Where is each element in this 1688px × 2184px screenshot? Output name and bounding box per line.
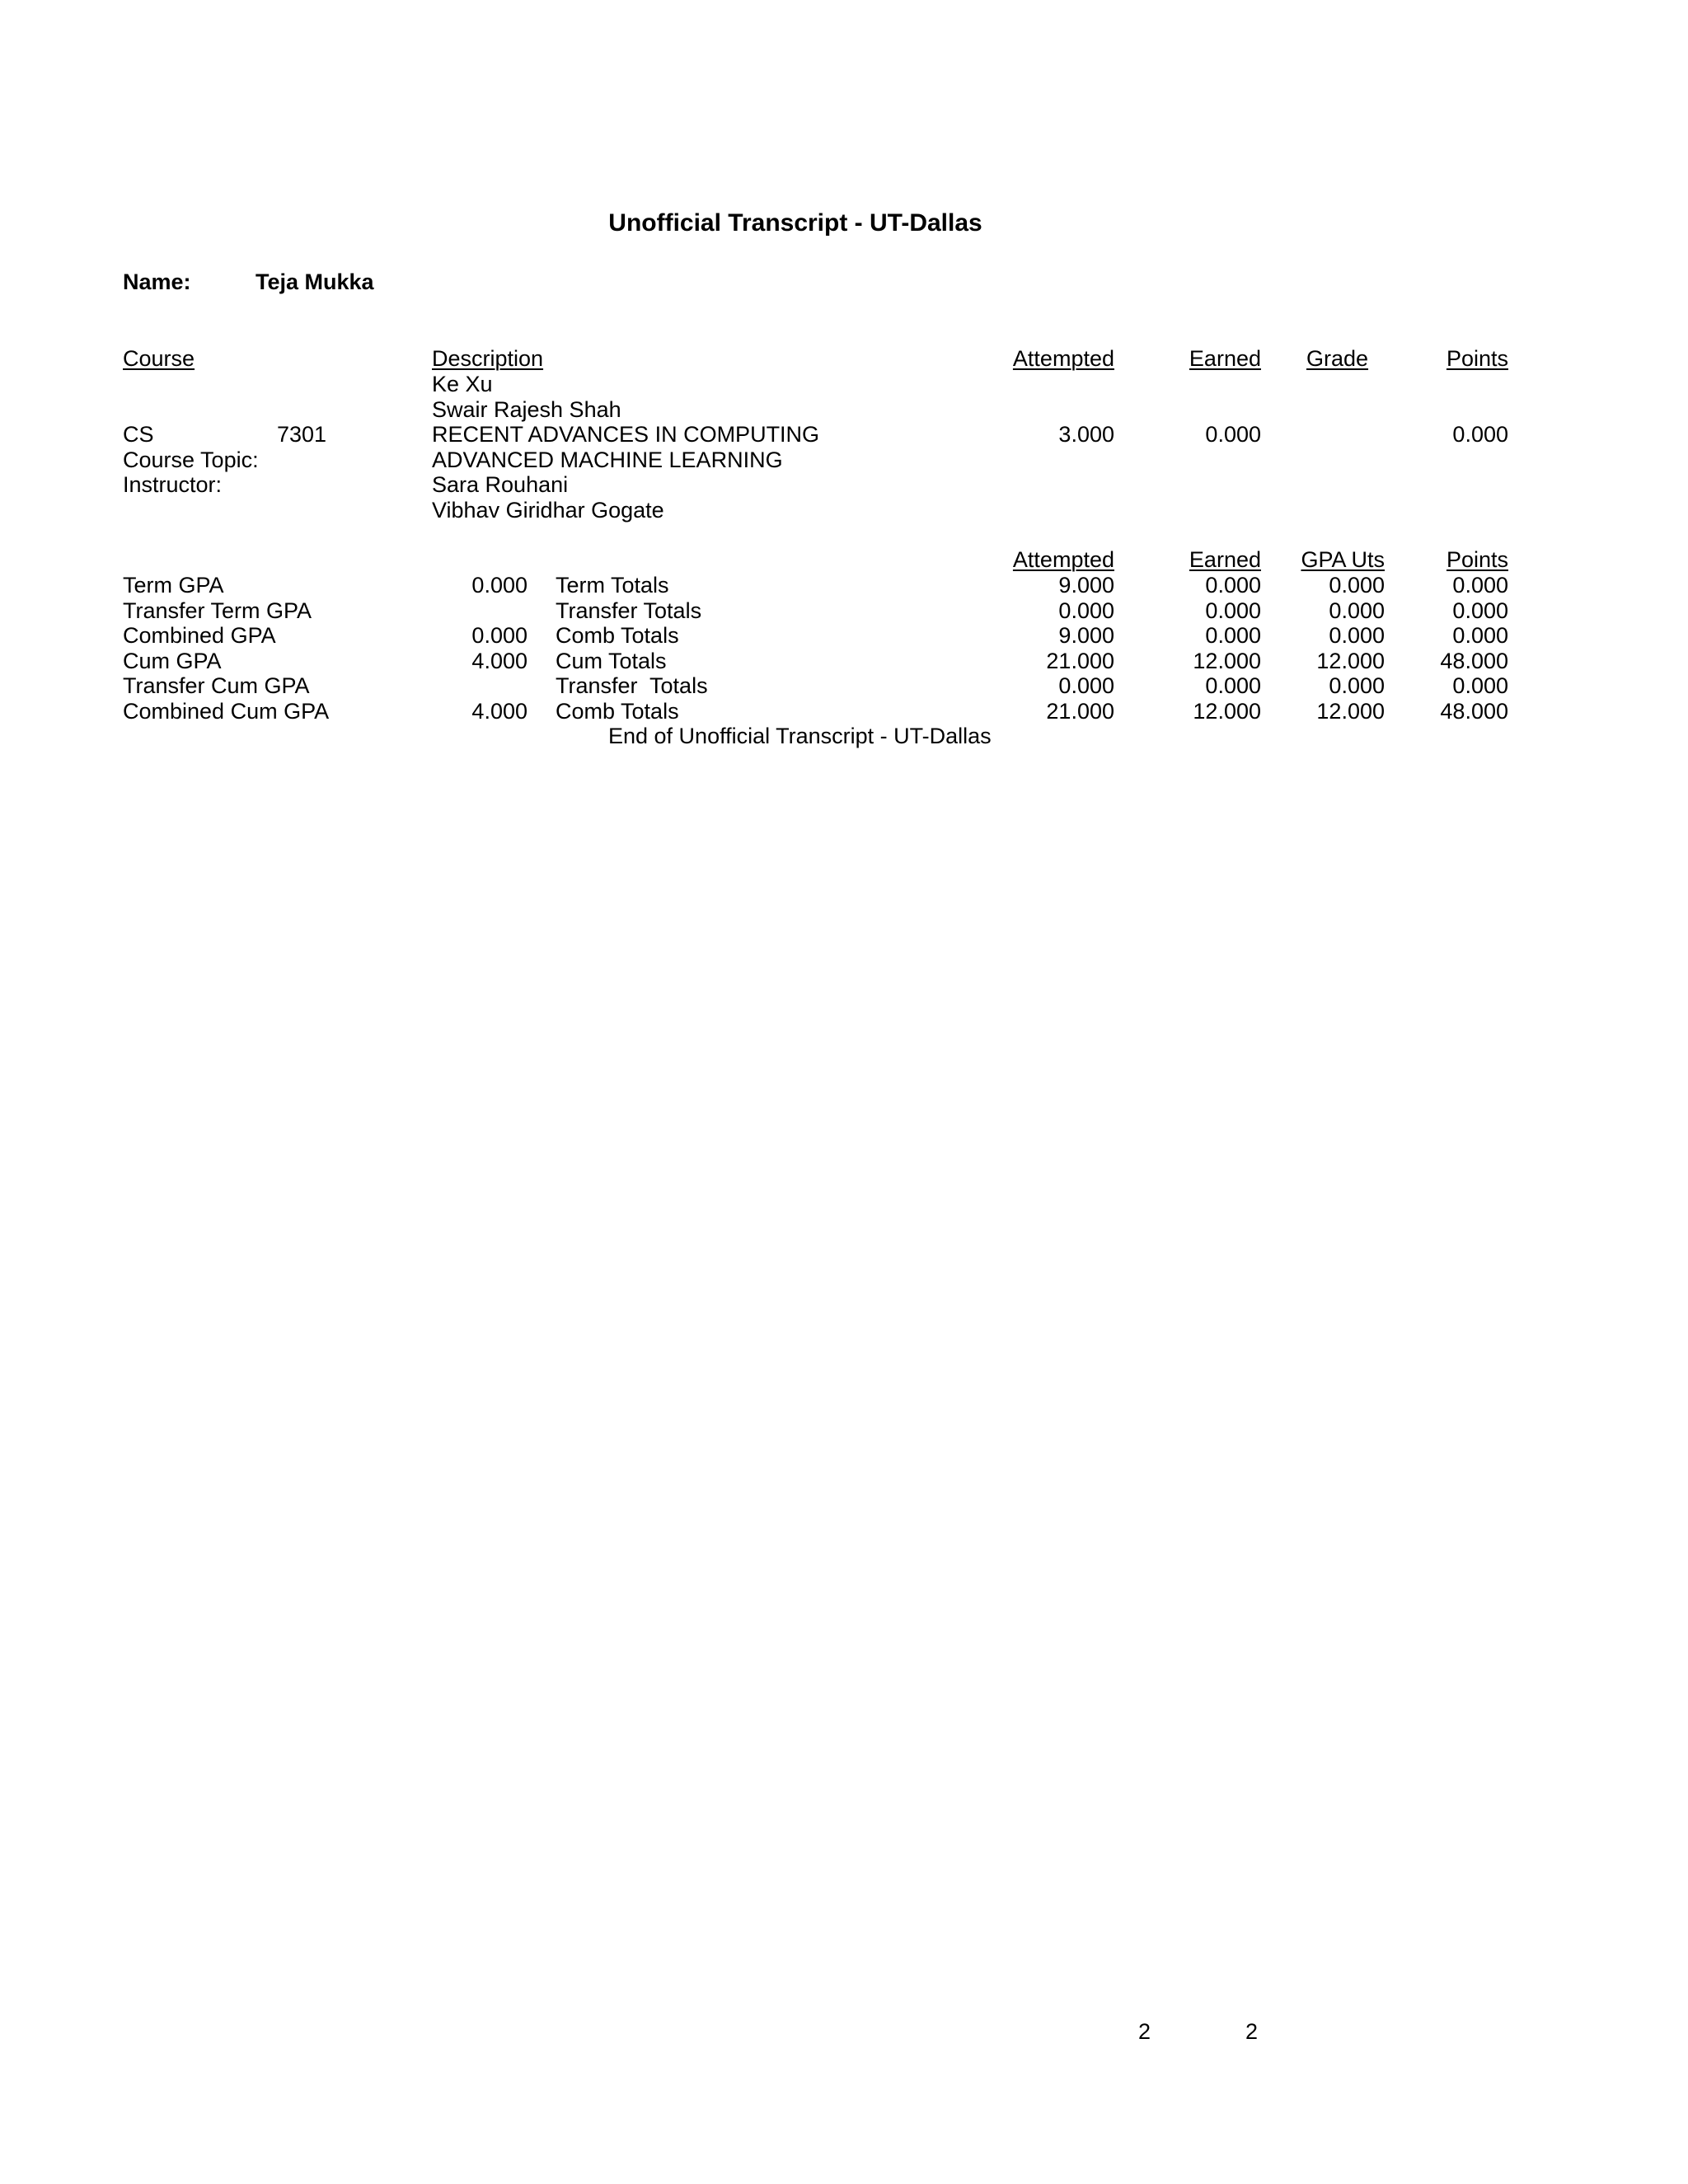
totals-label: Cum Totals bbox=[556, 649, 667, 673]
page-title: Unofficial Transcript - UT-Dallas bbox=[608, 209, 982, 237]
totals-attempted: 21.000 bbox=[1046, 649, 1114, 673]
gpa-label: Combined GPA bbox=[123, 623, 276, 648]
pre-line: Ke Xu bbox=[432, 372, 493, 396]
totals-gpa-uts: 0.000 bbox=[1329, 598, 1385, 623]
totals-points: 48.000 bbox=[1440, 699, 1508, 724]
instructor-name: Vibhav Giridhar Gogate bbox=[432, 498, 664, 523]
totals-header-points: Points bbox=[1446, 547, 1508, 572]
totals-label: Transfer Totals bbox=[556, 598, 702, 623]
instructor-label: Instructor: bbox=[123, 472, 223, 497]
totals-points: 0.000 bbox=[1452, 623, 1508, 648]
totals-label: Term Totals bbox=[556, 573, 669, 598]
gpa-label: Transfer Term GPA bbox=[123, 598, 312, 623]
course-subject: CS bbox=[123, 422, 154, 447]
instructor-name: Sara Rouhani bbox=[432, 472, 569, 497]
totals-header-gpa-uts: GPA Uts bbox=[1301, 547, 1385, 572]
totals-earned: 0.000 bbox=[1205, 623, 1261, 648]
page-number: 2 bbox=[1138, 2019, 1151, 2044]
header-points: Points bbox=[1446, 346, 1508, 371]
header-earned: Earned bbox=[1189, 346, 1261, 371]
page-total: 2 bbox=[1245, 2019, 1259, 2044]
gpa-label: Transfer Cum GPA bbox=[123, 673, 310, 698]
totals-label: Comb Totals bbox=[556, 699, 679, 724]
totals-gpa-uts: 0.000 bbox=[1329, 573, 1385, 598]
totals-earned: 12.000 bbox=[1193, 649, 1261, 673]
gpa-label: Cum GPA bbox=[123, 649, 222, 673]
gpa-value: 0.000 bbox=[471, 623, 528, 648]
gpa-value: 4.000 bbox=[471, 649, 528, 673]
course-attempted: 3.000 bbox=[1058, 422, 1114, 447]
gpa-label: Combined Cum GPA bbox=[123, 699, 330, 724]
pre-line: Swair Rajesh Shah bbox=[432, 397, 621, 422]
totals-gpa-uts: 12.000 bbox=[1316, 649, 1385, 673]
gpa-value: 0.000 bbox=[471, 573, 528, 598]
totals-gpa-uts: 12.000 bbox=[1316, 699, 1385, 724]
totals-header-earned: Earned bbox=[1189, 547, 1261, 572]
student-name: Teja Mukka bbox=[256, 269, 374, 294]
gpa-label: Term GPA bbox=[123, 573, 224, 598]
totals-attempted: 21.000 bbox=[1046, 699, 1114, 724]
header-attempted: Attempted bbox=[1012, 346, 1114, 371]
course-earned: 0.000 bbox=[1205, 422, 1261, 447]
topic-label: Course Topic: bbox=[123, 448, 259, 472]
header-description: Description bbox=[432, 346, 544, 371]
totals-attempted: 9.000 bbox=[1058, 623, 1114, 648]
totals-earned: 0.000 bbox=[1205, 573, 1261, 598]
totals-label: Comb Totals bbox=[556, 623, 679, 648]
course-points: 0.000 bbox=[1452, 422, 1508, 447]
totals-earned: 12.000 bbox=[1193, 699, 1261, 724]
course-description: RECENT ADVANCES IN COMPUTING bbox=[432, 422, 820, 447]
course-number: 7301 bbox=[277, 422, 327, 447]
totals-gpa-uts: 0.000 bbox=[1329, 623, 1385, 648]
totals-earned: 0.000 bbox=[1205, 598, 1261, 623]
totals-points: 0.000 bbox=[1452, 573, 1508, 598]
gpa-value: 4.000 bbox=[471, 699, 528, 724]
course-topic: ADVANCED MACHINE LEARNING bbox=[432, 448, 783, 472]
totals-attempted: 9.000 bbox=[1058, 573, 1114, 598]
totals-points: 48.000 bbox=[1440, 649, 1508, 673]
header-grade: Grade bbox=[1306, 346, 1369, 371]
header-course: Course bbox=[123, 346, 195, 371]
name-label: Name: bbox=[123, 269, 191, 294]
end-of-transcript: End of Unofficial Transcript - UT-Dallas bbox=[608, 724, 992, 748]
totals-points: 0.000 bbox=[1452, 598, 1508, 623]
totals-points: 0.000 bbox=[1452, 673, 1508, 698]
totals-label: Transfer Totals bbox=[556, 673, 708, 698]
totals-attempted: 0.000 bbox=[1058, 673, 1114, 698]
totals-header-attempted: Attempted bbox=[1012, 547, 1114, 572]
totals-attempted: 0.000 bbox=[1058, 598, 1114, 623]
totals-gpa-uts: 0.000 bbox=[1329, 673, 1385, 698]
totals-earned: 0.000 bbox=[1205, 673, 1261, 698]
